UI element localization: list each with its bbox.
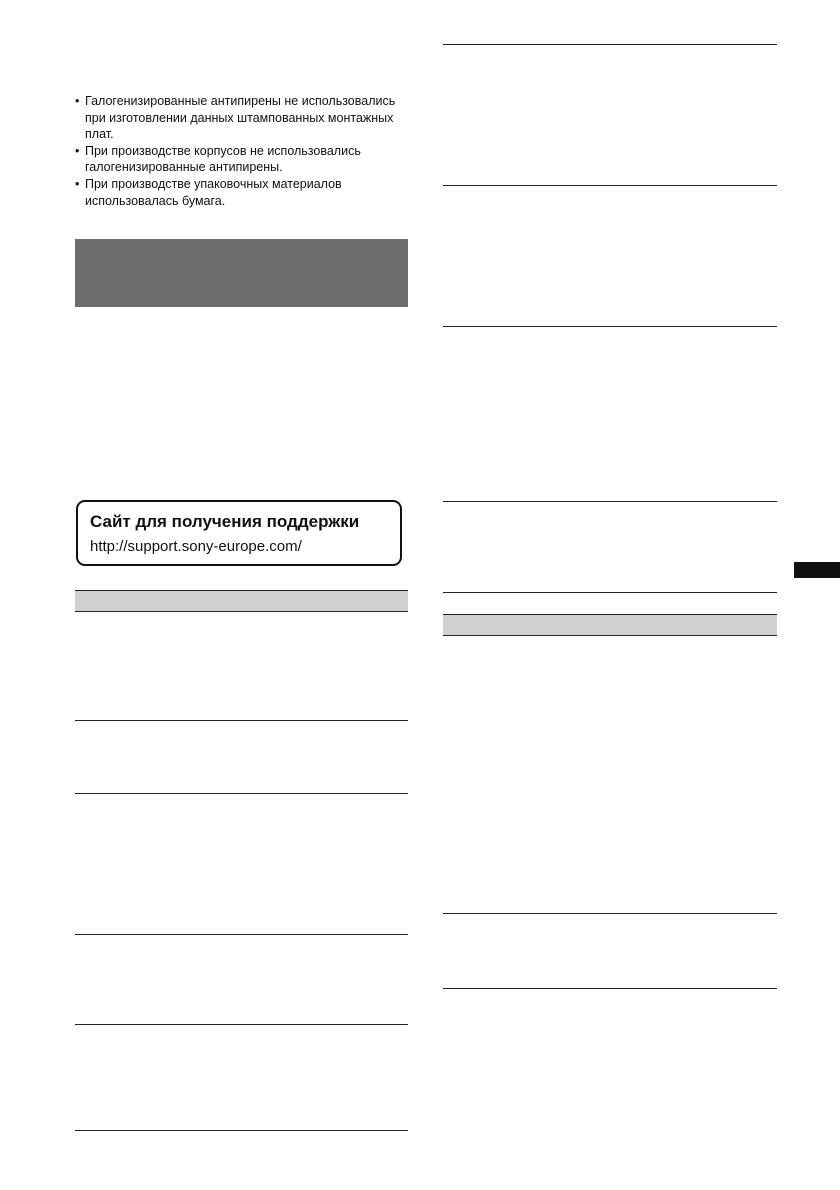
bullet-item: • Галогенизированные антипирены не использовались при изготовлении данных штампованных монтажных плат. <box>75 93 410 143</box>
table-divider <box>75 793 408 794</box>
table-divider <box>443 326 777 327</box>
table-divider <box>443 501 777 502</box>
table-divider <box>75 1130 408 1131</box>
table-divider <box>443 44 777 45</box>
table-divider <box>443 185 777 186</box>
table-divider <box>75 720 408 721</box>
support-box <box>76 500 402 566</box>
support-url[interactable]: http://support.sony-europe.com/ <box>90 538 302 555</box>
table-divider <box>443 592 777 593</box>
table-divider <box>443 988 777 989</box>
table-divider <box>443 913 777 914</box>
section-heading-band <box>75 239 408 307</box>
support-title: Сайт для получения поддержки <box>90 512 360 531</box>
table-divider <box>75 934 408 935</box>
table-divider <box>75 1024 408 1025</box>
bullet-list <box>75 93 410 209</box>
section-edge-tab <box>794 562 840 578</box>
left-table-header <box>75 590 408 612</box>
right-table-header <box>443 614 777 636</box>
bullet-item: • При производстве упаковочных материалов использовалась бумага. <box>75 176 410 209</box>
bullet-item: • При производстве корпусов не использовались галогенизированные антипирены. <box>75 143 410 176</box>
